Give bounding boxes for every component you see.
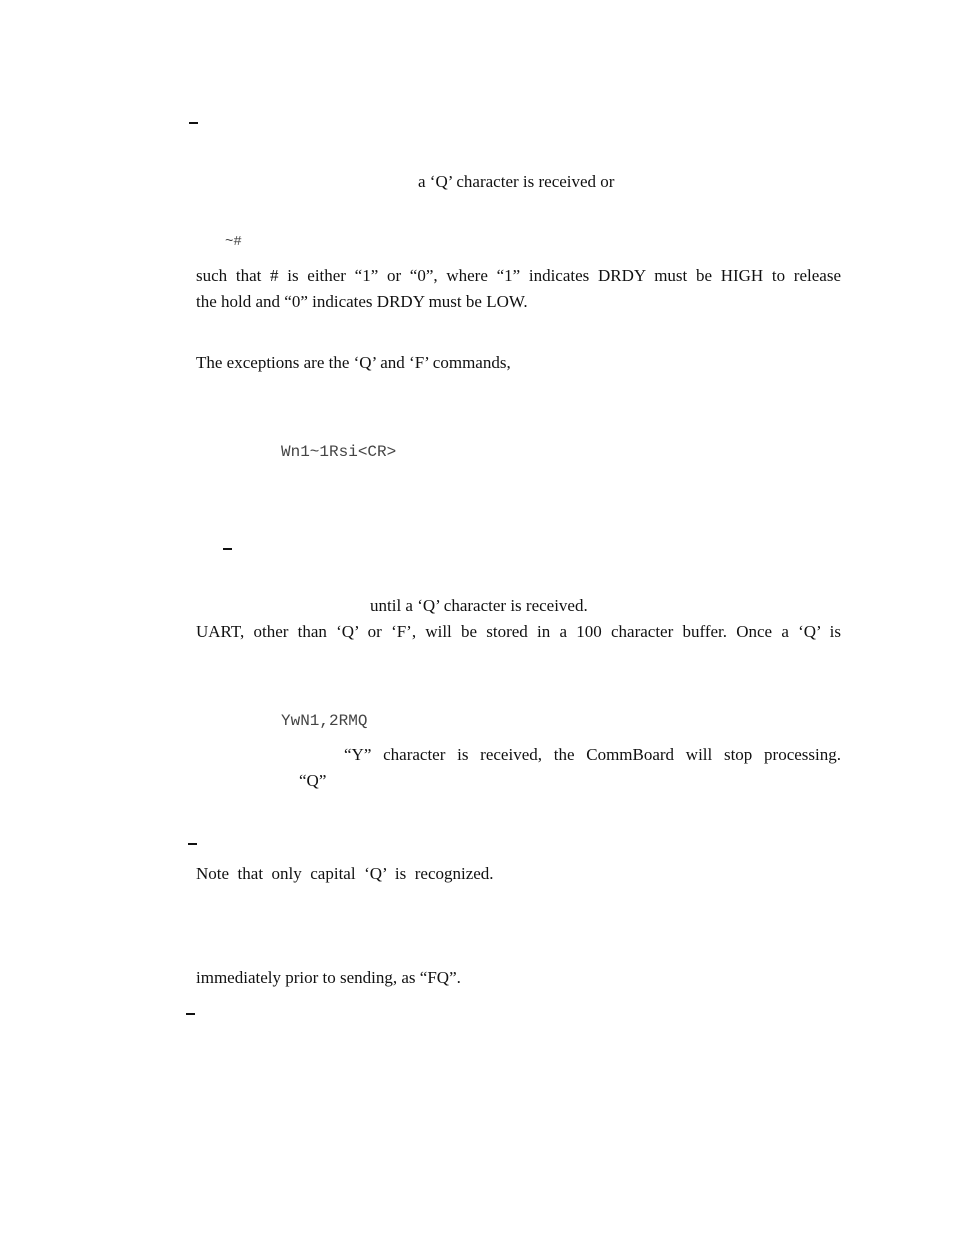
y-received-line: “Y” character is received, the CommBoard will stop processing. [344, 745, 841, 764]
dash-marker-1 [189, 122, 198, 124]
drdy-description-line-2: the hold and “0” indicates DRDY must be LOW. [196, 292, 528, 311]
example-code-2: YwN1,2RMQ [281, 712, 368, 730]
hold-q-fragment: a ‘Q’ character is received or [418, 172, 615, 191]
q-quote-line: “Q” [299, 771, 327, 790]
capital-q-note: Note that only capital ‘Q’ is recognized. [196, 864, 494, 883]
dash-marker-4 [186, 1013, 195, 1015]
example-code-1: Wn1~1Rsi<CR> [281, 443, 397, 461]
dash-marker-3 [188, 843, 197, 845]
drdy-description-line-1: such that # is either “1” or “0”, where “1” indicates DRDY must be HIGH to release [196, 266, 841, 285]
tilde-syntax: ~# [225, 234, 242, 250]
exceptions-line: The exceptions are the ‘Q’ and ‘F’ commands, [196, 353, 511, 372]
fq-line: immediately prior to sending, as “FQ”. [196, 968, 461, 987]
dash-marker-2 [223, 548, 232, 550]
uart-buffer-line: UART, other than ‘Q’ or ‘F’, will be stored in a 100 character buffer. Once a ‘Q’ is [196, 622, 841, 641]
until-q-line: until a ‘Q’ character is received. [370, 596, 588, 615]
